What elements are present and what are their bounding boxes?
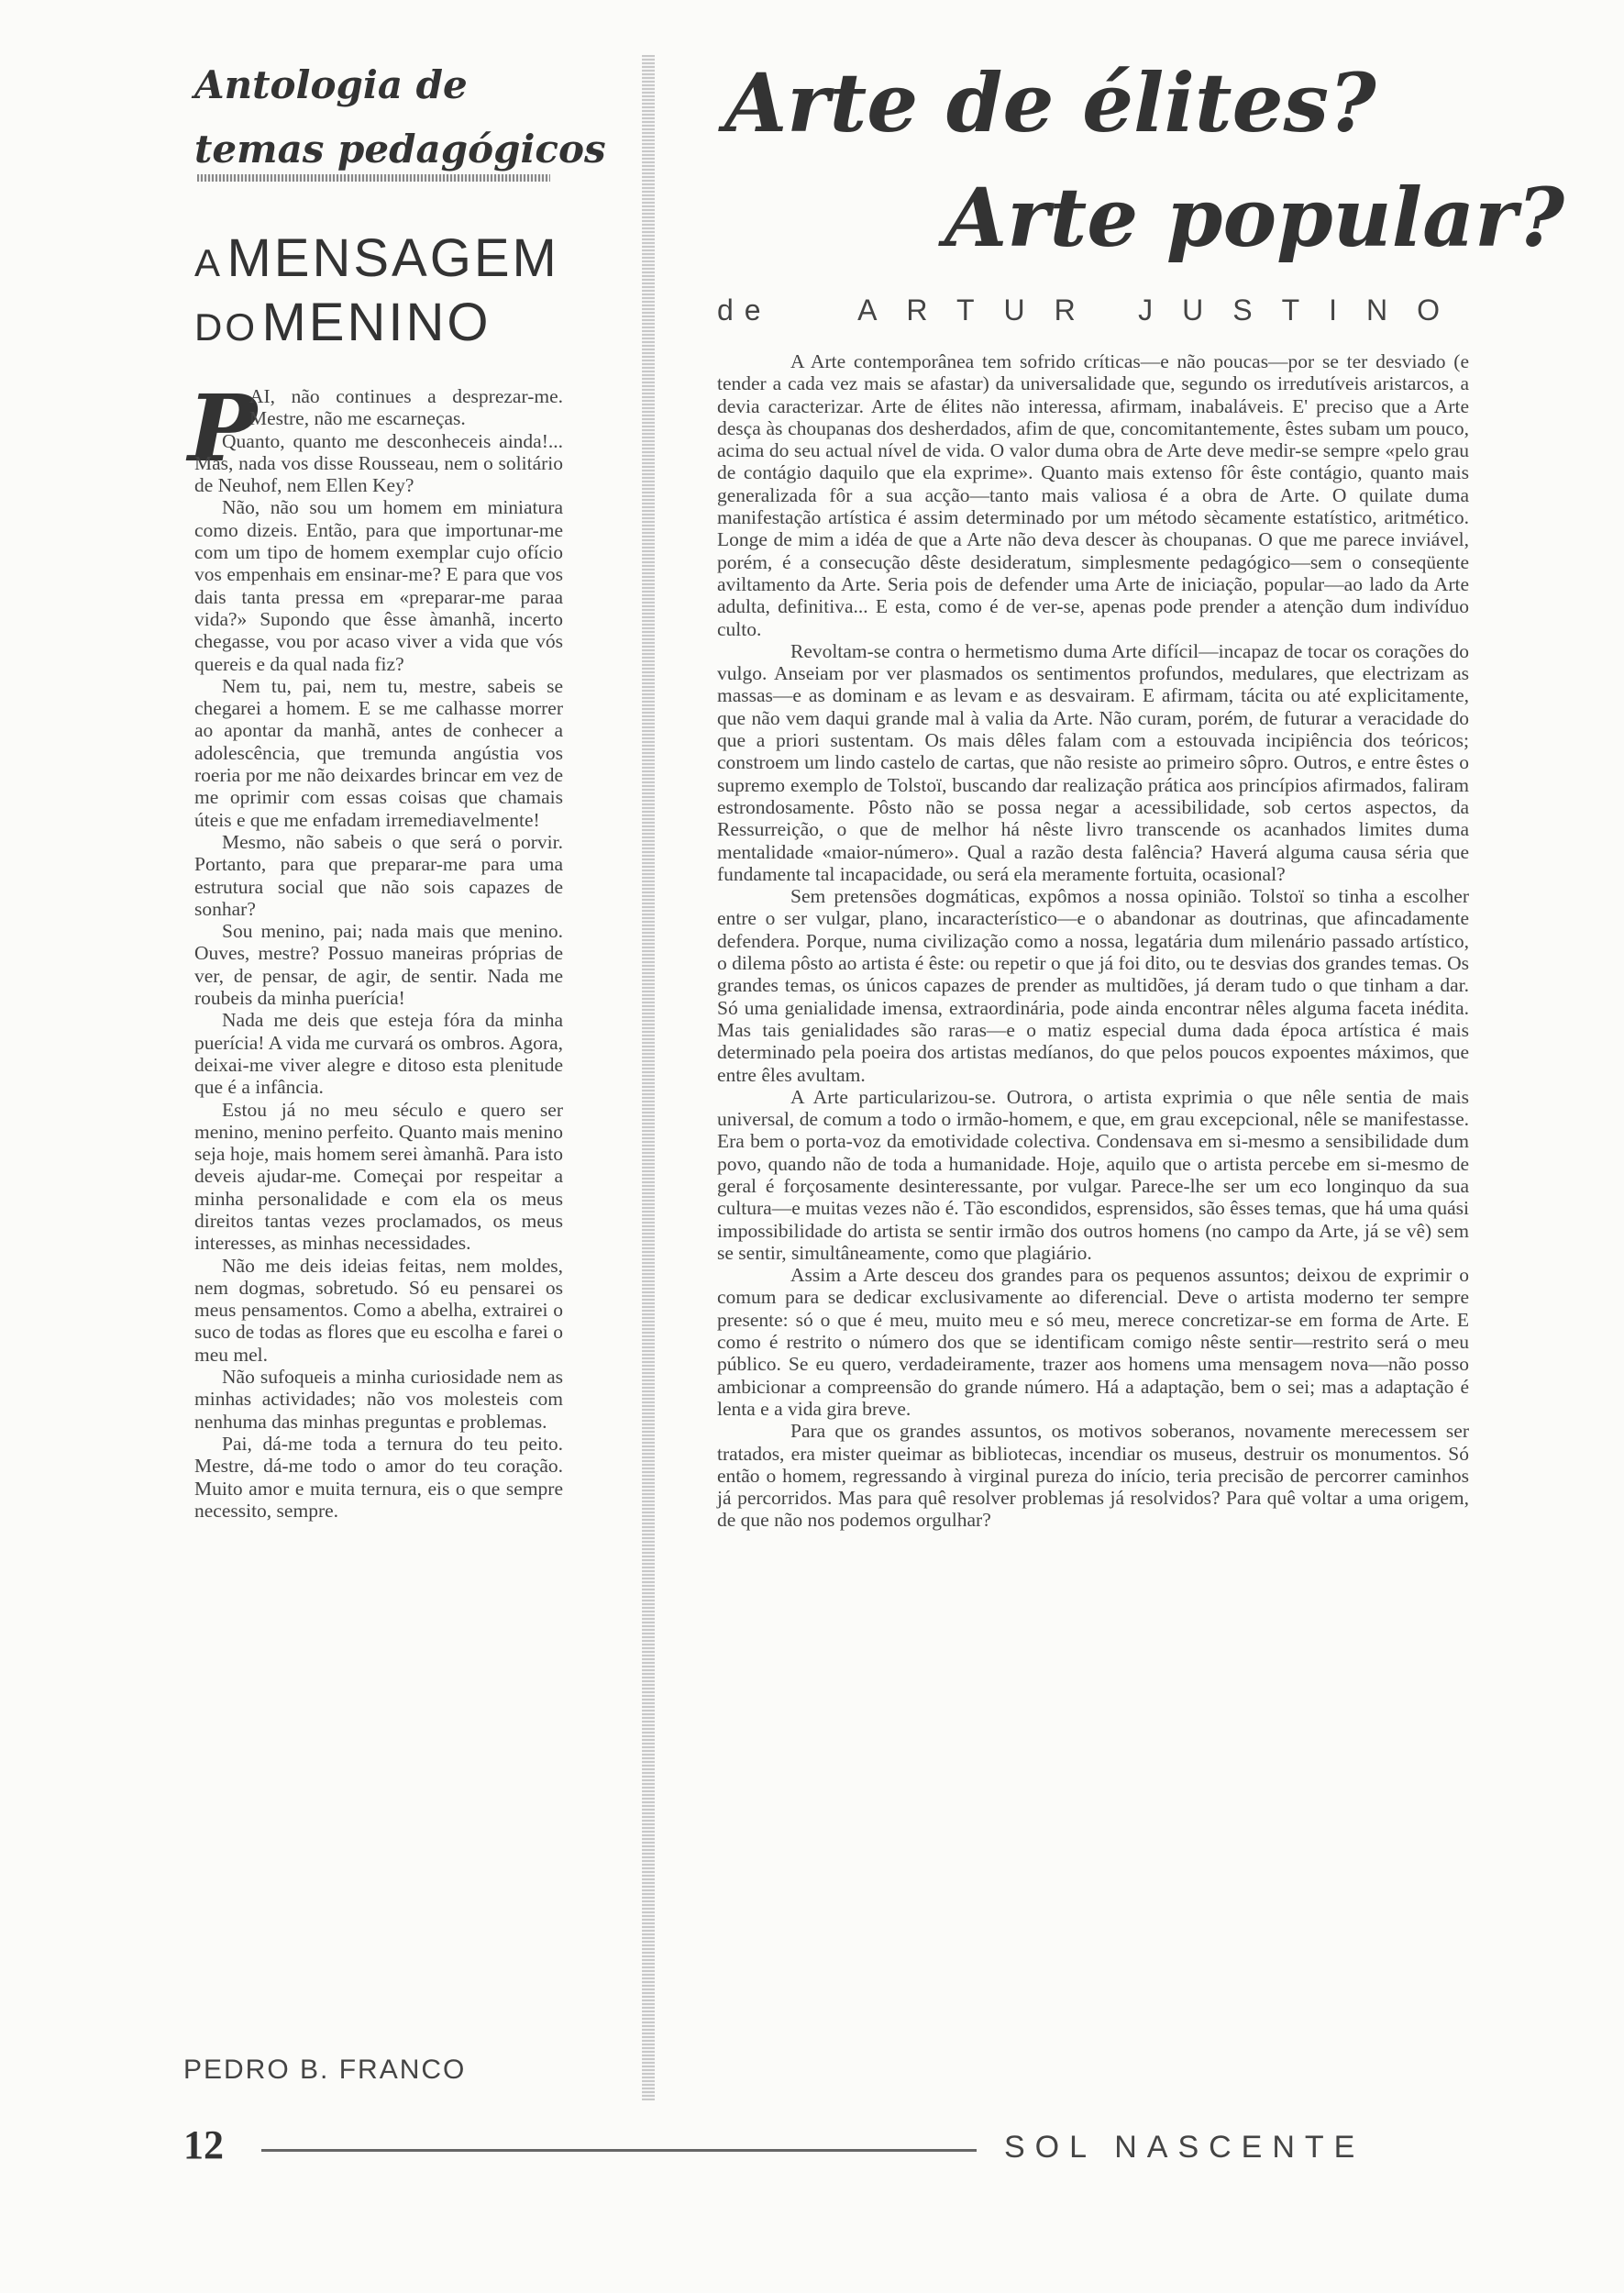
byline-first-name: ARTUR xyxy=(857,294,1105,327)
right-paragraph: A Arte contemporânea tem sofrido críticas—e não poucas—por se ter desviado (e tender a cada vez mais se afastar) da universalidade que, segundo os irredutíveis aristarcos, a devia caracterizar. Arte de élites não interessa, afirmam, inabaláveis. E' preciso que a Arte desça às choupanas dos desherdados, afim de que, concomitantemente, êstes subam um pouco, acima do seu actual nível de vida. O valor duma obra de Arte deve medir-se sempre «pelo grau de contágio daquilo que ela exprime». Quanto mais extenso fôr êste contágio, quanto mais generalizada fôr a sua acção—tanto mais valiosa é a obra de Arte. O quilate duma manifestação artística é assim determinado por um método sècamente estatístico, aritmético. Longe de mim a idéa de que a Arte não deva descer às choupanas. O que me parece inviável, porém, é a consecução dêste desideratum, simplesmente pedagógico—sem o conseqüente aviltamento da Arte. Seria pois de defender uma Arte de iniciação, popular—ao lado da Arte adulta, definitiva... E esta, como é de ver-se, apenas pode prender a atenção dum indivíduo culto. xyxy=(717,350,1469,640)
right-paragraph: Para que os grandes assuntos, os motivos soberanos, novamente merecessem ser tratados, era mister queimar as bibliotecas, incendiar os museus, destruir os monumentos. Só então o homem, regressando à virginal pureza do início, teria precisão de percorrer caminhos já percorridos. Mas para quê resolver problemas já resolvidos? Para quê voltar a uma origem, de que não nos podemos orgulhar? xyxy=(717,1420,1469,1532)
column-divider xyxy=(642,55,655,2100)
left-paragraph: Estou já no meu século e quero ser menino, menino perfeito. Quanto mais menino seja hoje, mais homem serei àmanhã. Para isto deveis ajudar-me. Começai por respeitar a minha personalidade e com ela os meus direitos tantas vezes proclamados, os meus interesses, as minhas necessidades. xyxy=(194,1098,563,1255)
byline-last-name: JUSTINO xyxy=(1138,294,1469,327)
left-paragraph: Não, não sou um homem em miniatura como dizeis. Então, para que importunar-me com um tipo de homem exemplar cujo ofício vos empenhais em ensinar-me? E para que vos dais tanta pressa em «preparar-me paraa vida?» Supondo que êsse àmanhã, incerto chegasse, vou por acaso viver a vida que vós quereis e da qual nada fiz? xyxy=(194,496,563,675)
left-paragraph: Não me deis ideias feitas, nem moldes, nem dogmas, sobretudo. Só eu pensarei os meus pensamentos. Como a abelha, extrairei o suco de todas as flores que eu escolha e farei o meu mel. xyxy=(194,1254,563,1366)
left-author: PEDRO B. FRANCO xyxy=(183,2055,467,2085)
series-rule xyxy=(197,174,550,182)
footer-rule xyxy=(261,2149,977,2152)
drop-cap: P xyxy=(188,374,258,482)
right-title-line2: Arte popular? xyxy=(945,170,1565,265)
series-title-line1: Antologia de xyxy=(194,62,468,107)
page-number: 12 xyxy=(183,2122,224,2167)
byline-prefix: de xyxy=(717,294,772,327)
left-paragraph: Nada me deis que esteja fóra da minha puerícia! A vida me curvará os ombros. Agora, deixai-me viver alegre e ditoso esta plenitude que é a infância. xyxy=(194,1009,563,1099)
left-paragraph: Pai, dá-me toda a ternura do teu peito. Mestre, dá-me todo o amor do teu coração. Muito amor e muita ternura, eis o que sempre necessito, sempre. xyxy=(194,1432,563,1522)
right-paragraph: A Arte particularizou-se. Outrora, o artista exprimia o que nêle sentia de mais universal, de comum a todo o irmão-homem, e que, em grau excepcional, nêle se manifestasse. Era bem o porta-voz da emotividade colectiva. Condensava em si-mesmo a sensibilidade dum povo, quando não de toda a humanidade. Hoje, aquilo que o artista percebe em si-mesmo de geral é forçosamente desinteressante, por vulgar. Parece-lhe ser um eco longinquo da sua cultura—e muitas vezes não é. Tão escondidos, esprensidos, são êsses temas, que há uma quási impossibilidade do artista se sentir irmão dos outros homens (no campo da Arte, já se vê) sem se sentir, simultâneamente, como que plagiário. xyxy=(717,1085,1469,1264)
right-paragraph: Revoltam-se contra o hermetismo duma Arte difícil—incapaz de tocar os corações do vulgo. Anseiam por ver plasmados os sentimentos profundos, medulares, que electrizam as massas—e as dominam e as levam e as desvairam. E afirmam, tácita ou até explicitamente, que não vem daqui grande mal à valia da Arte. Não curam, porém, de futurar a veracidade do que a priori sustentam. Os mais dêles falam com a estouvada incipiência dos teóricos; constroem um lindo castelo de cartas, que não resiste ao primeiro sôpro. Outros, e entre êstes o supremo exemplo de Tolstoï, buscando dar realização prática aos princípios afirmados, faliram estrondosamente. Pôsto não se possa negar a acessibilidade, sob certos aspectos, da Ressurreição, o que de melhor há nêste livro transcende os acanhados limites duma mentalidade «maior-número». Qual a razão desta falência? Haverá alguma causa séria que fundamente tal incapacidade, ou será ela meramente fortuita, ocasional? xyxy=(717,639,1469,885)
right-article-body xyxy=(717,350,1469,1532)
left-paragraph: Quanto, quanto me desconheceis ainda!... Mas, nada vos disse Rousseau, nem o solitário de Neuhof, nem Ellen Key? xyxy=(194,429,563,497)
left-title-small2: DO xyxy=(194,305,258,349)
right-paragraph: Assim a Arte desceu dos grandes para os pequenos assuntos; deixou de exprimir o comum para se dedicar exclusivamente ao diferencial. Deve o artista moderno ter sempre presente: só o que é meu, muito meu e só meu, merece concretizar-se em forma de Arte. E como é restrito o número dos que se identificam comigo nêste sentir—restrito será o meu público. Se eu quero, verdadeiramente, trazer aos homens uma mensagem nova—não posso ambicionar a compreensão do grande número. Há a adaptação, bem o sei; mas a adaptação é lenta e a vida gira breve. xyxy=(717,1264,1469,1420)
left-paragraph: Nem tu, pai, nem tu, mestre, sabeis se chegarei a homem. E se me calhasse morrer ao apontar da manhã, antes de conhecer a adolescência, que tremunda angústia vos roeria por me não deixardes brincar em vez de me oprimir com essas coisas que chamais úteis e que me enfadam irremediavelmente! xyxy=(194,674,563,831)
left-paragraph: AI, não continues a desprezar-me. Mestre, não me escarneças. xyxy=(249,385,563,430)
left-title-line2 xyxy=(194,292,491,353)
right-title-line1: Arte de élites? xyxy=(724,55,1376,150)
left-paragraph: Sou menino, pai; nada mais que menino. Ouves, mestre? Possuo maneiras próprias de ver, de pensar, de agir, de sentir. Nada me roubeis da minha puerícia! xyxy=(194,920,563,1010)
left-title-big2: MENINO xyxy=(261,293,492,352)
left-title-line1 xyxy=(194,227,559,289)
left-paragraph: Mesmo, não sabeis o que será o porvir. Portanto, para que preparar-me para uma estrutura social que não sois capazes de sonhar? xyxy=(194,830,563,920)
left-title-big1: MENSAGEM xyxy=(226,228,559,288)
right-paragraph: Sem pretensões dogmáticas, expômos a nossa opinião. Tolstoï so tinha a escolher entre o ser vulgar, plano, incaracterístico—e o abandonar as doutrinas, que afincadamente defendera. Porque, numa civilização como a nossa, legatária dum milenário passado artístico, o dilema pôsto ao artista é êste: ou repetir o que já foi dito, ou te desvias dos grandes temas. Os grandes temas, os únicos capazes de prender as multidões, já deram tudo o que tinham a dar. Só uma genialidade imensa, extraordinária, pode ainda encontrar nêles alguma faceta inédita. Mas tais genialidades são raras—e o matiz especial duma dada época artística é mais determinado pela poeira dos artistas medíanos, do que pelos poucos expoentes máximos, que entre êles avultam. xyxy=(717,885,1469,1086)
right-byline xyxy=(717,294,1469,327)
magazine-name: SOL NASCENTE xyxy=(1004,2130,1365,2165)
series-title-line2: temas pedagógicos xyxy=(194,127,606,172)
left-paragraph: Não sufoqueis a minha curiosidade nem as minhas actividades; não vos molesteis com nenhuma das minhas preguntas e problemas. xyxy=(194,1366,563,1433)
left-title-small1: A xyxy=(194,241,224,284)
left-article-body xyxy=(194,385,563,1522)
